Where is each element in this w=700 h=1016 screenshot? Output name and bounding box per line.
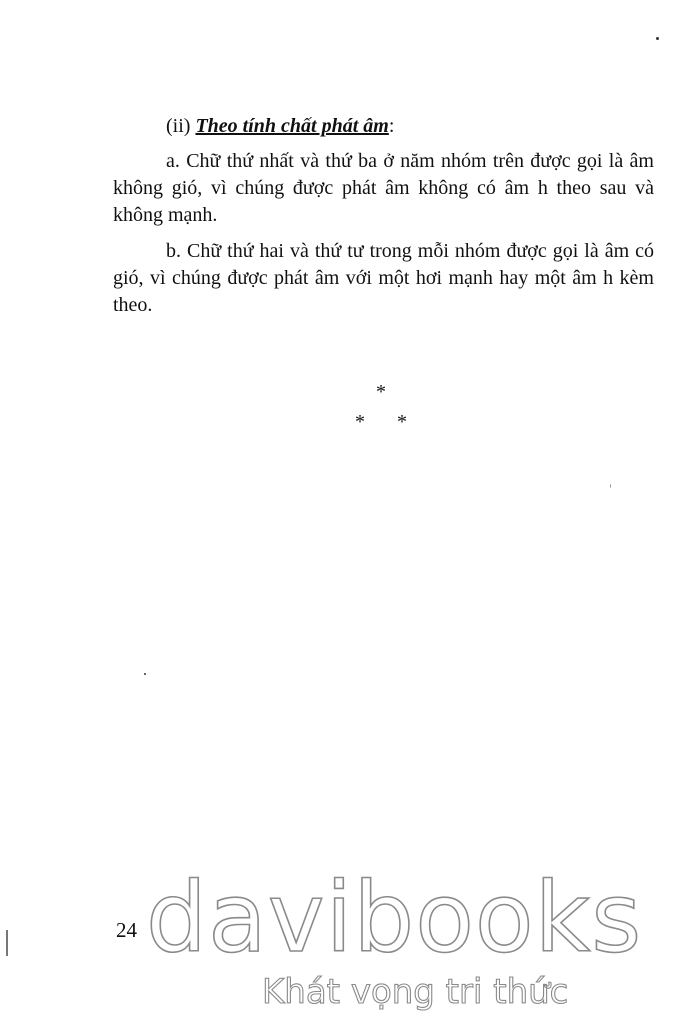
section-heading [166,113,394,139]
section-heading-suffix: : [388,115,395,137]
section-heading-title: Theo tính chất phát âm [195,115,389,137]
separator-star-top: * [376,381,386,403]
paragraph-a: a. Chữ thứ nhất và thứ ba ở năm nhóm trên được gọi là âm không gió, vì chúng được phát âm không có âm h theo sau và không mạnh. [113,150,654,226]
separator-star-right: * [397,411,407,433]
scan-speck [144,673,146,675]
scan-speck [656,37,659,40]
separator-star-left: * [355,411,365,433]
page-number: 24 [116,918,137,942]
scan-speck [610,484,611,488]
paragraph-b: b. Chữ thứ hai và thứ tư trong mỗi nhóm được gọi là âm có gió, vì chúng được phát âm với một hơi mạnh hay một âm h kèm theo. [113,240,654,316]
watermark-slogan: Khát vọng tri thức [262,972,569,1012]
watermark-brand: davibooks [146,862,643,974]
scan-edge-mark [6,930,8,956]
section-heading-prefix: (ii) [166,115,196,137]
